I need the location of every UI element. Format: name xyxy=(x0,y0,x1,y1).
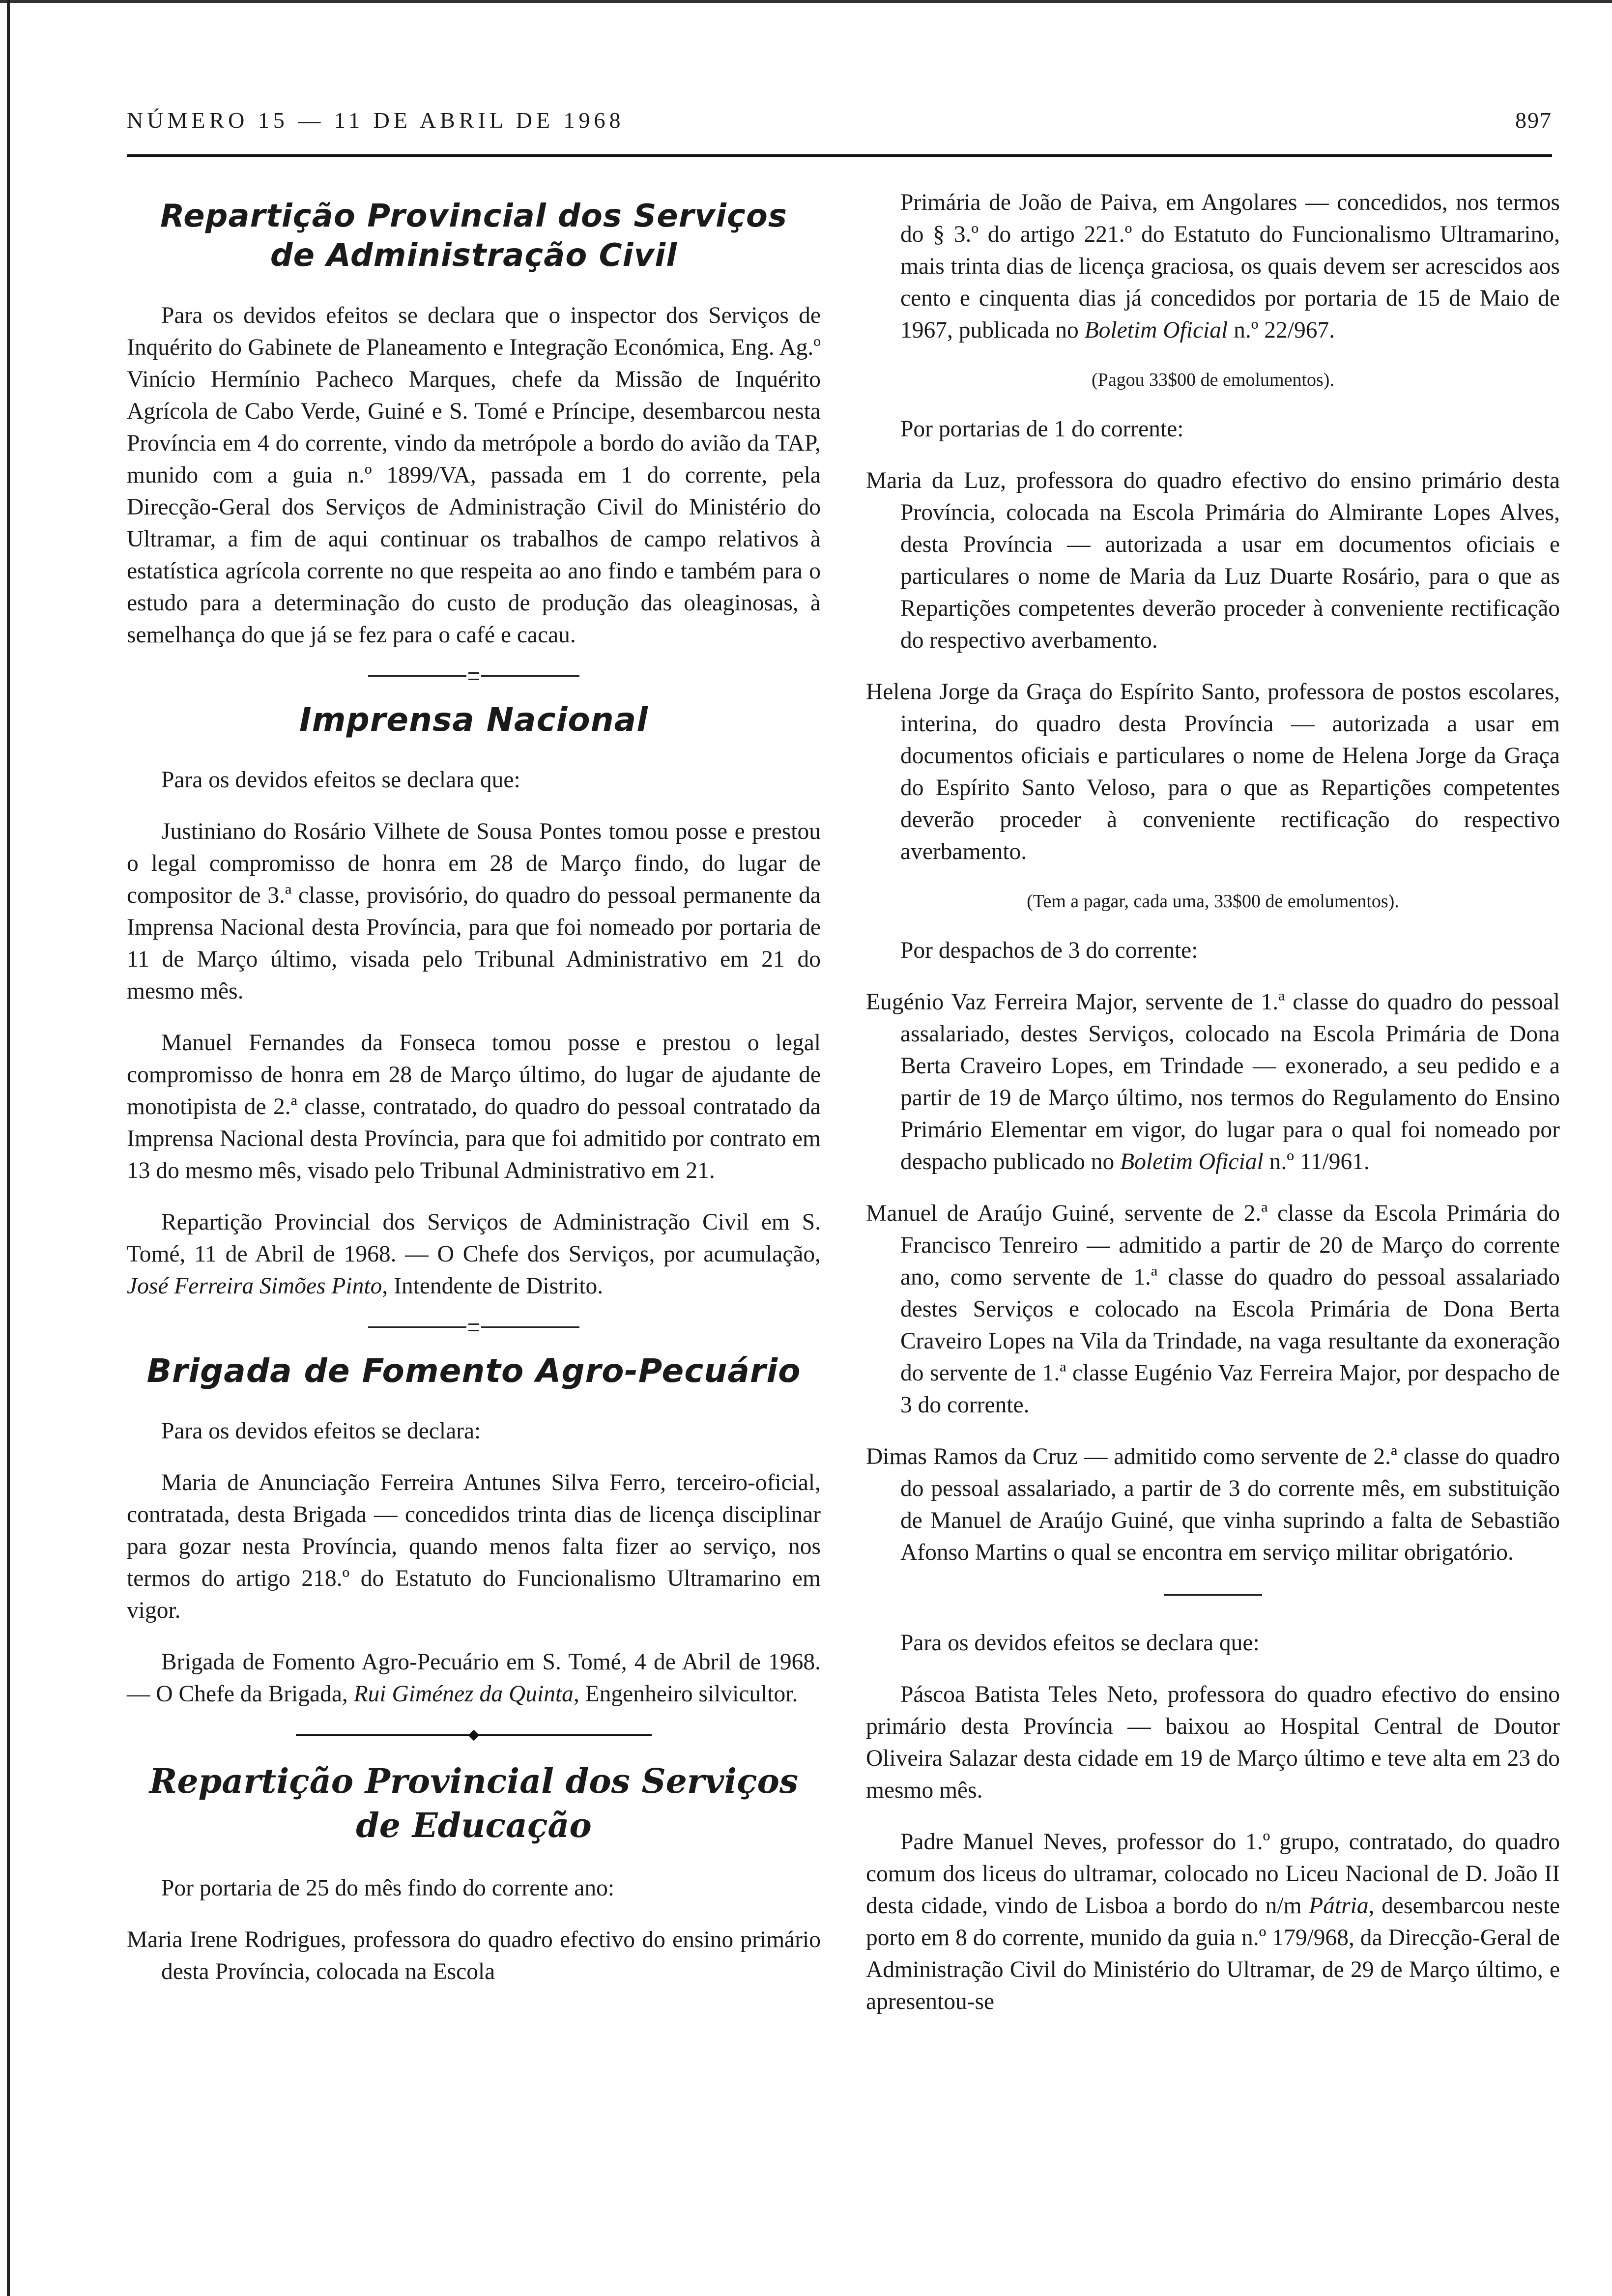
paragraph: Maria Irene Rodrigues, professora do quadro efectivo do ensino primário desta Província, colocada na Escola xyxy=(127,1927,821,1984)
page-number: 897 xyxy=(1515,108,1552,133)
section-title-imprensa-nacional: Imprensa Nacional xyxy=(299,701,648,739)
header-rule xyxy=(127,154,1552,157)
intro-line: Para os devidos efeitos se declara que: xyxy=(161,767,520,793)
paragraph: Para os devidos efeitos se declara que o inspector dos Serviços de Inquérito do Gabinete de Planeamento e Integração Económica, Eng. Ag.º Vinício Hermínio Pacheco Marques, chefe da Missão de Inquérito Agrícola de Cabo Verde, Guiné e S. Tomé e Príncipe, desembarcou nesta Província em 4 do corrente, vindo da metrópole a bordo do avião da TAP, munido com a guia n.º 1899/VA, passada em 1 do corrente, pela Direcção-Geral dos Serviços de Administração Civil do Ministério do Ultramar, a fim de aqui continuar os trabalhos de campo relativos à estatística agrícola corrente no que respeita ao ano findo e também para o estudo para a determinação do custo de produção das oleaginosas, à semelhança do que já se fez para o café e cacau. xyxy=(127,303,821,648)
section-title-brigada-fomento: Brigada de Fomento Agro-Pecuário xyxy=(146,1352,801,1390)
paragraph: Eugénio Vaz Ferreira Major, servente de 1.ª classe do quadro do pessoal assalariado, destes Serviços, colocado na Escola Primária de Dona Berta Craveiro Lopes, em Trindade — exonerado, a seu pedido e a partir de 19 de Março último, nos termos do Regulamento do Ensino Primário Elementar em vigor, do lugar para o qual foi nomeado por despacho publicado no Boletim Oficial n.º 11/961. xyxy=(866,989,1560,1175)
paragraph: Maria da Luz, professora do quadro efectivo do ensino primário desta Província, colocada na Escola Primária do Almirante Lopes Alves, desta Província — autorizada a usar em documentos oficiais e particulares o nome de Maria da Luz Duarte Rosário, para o que as Repartições competentes deverão proceder à conveniente rectificação do respectivo averbamento. xyxy=(866,468,1560,653)
intro-line: Por portarias de 1 do corrente: xyxy=(900,416,1184,442)
running-head xyxy=(127,107,1562,142)
paragraph: Páscoa Batista Teles Neto, professora do quadro efectivo do ensino primário desta Província — baixou ao Hospital Central de Doutor Oliveira Salazar desta cidade em 19 de Março último e teve alta em 23 do mesmo mês. xyxy=(866,1682,1560,1803)
paragraph: Maria de Anunciação Ferreira Antunes Silva Ferro, terceiro-oficial, contratada, desta Brigada — concedidos trinta dias de licença disciplinar para gozar nesta Província, quando menos falta fizer ao serviço, nos termos do artigo 218.º do Estatuto do Funcionalismo Ultramarino em vigor. xyxy=(127,1470,821,1623)
paragraph: Justiniano do Rosário Vilhete de Sousa Pontes tomou posse e prestou o legal compromisso de honra em 28 de Março findo, do lugar de compositor de 3.ª classe, provisório, do quadro do pessoal permanente da Imprensa Nacional desta Província, para que foi nomeado por portaria de 11 de Março último, visada pelo Tribunal Administrativo em 21 do mesmo mês. xyxy=(127,819,821,1004)
page-top-edge xyxy=(0,0,1612,3)
separator xyxy=(127,671,821,681)
paragraph: Manuel Fernandes da Fonseca tomou posse e prestou o legal compromisso de honra em 28 de Março último, do lugar de ajudante de monotipista de 2.ª classe, contratado, do quadro do pessoal contratado da Imprensa Nacional desta Província, para que foi admitido por contrato em 13 do mesmo mês, visado pelo Tribunal Administrativo em 21. xyxy=(127,1030,821,1183)
paragraph: Padre Manuel Neves, professor do 1.º grupo, contratado, do quadro comum dos liceus do ultramar, colocado no Liceu Nacional de D. João II desta cidade, vindo de Lisboa a bordo do n/m Pátria, desembarcou neste porto em 8 do corrente, munido da guia n.º 179/968, da Direcção-Geral de Administração Civil do Ministério do Ultramar, de 29 de Março último, e apresentou-se xyxy=(866,1829,1560,2014)
left-column xyxy=(127,187,821,2008)
signature-block: Brigada de Fomento Agro-Pecuário em S. Tomé, 4 de Abril de 1968. — O Chefe da Brigada, Rui Giménez da Quinta, Engenheiro silvicultor. xyxy=(127,1649,821,1707)
separator xyxy=(127,1322,821,1332)
intro-line: Para os devidos efeitos se declara que: xyxy=(900,1630,1260,1656)
signatory-name: Rui Giménez da Quinta xyxy=(353,1681,574,1707)
fee-note: (Pagou 33$00 de emolumentos). xyxy=(1092,370,1334,390)
page-left-edge xyxy=(7,0,10,2296)
section-title-administracao-civil: Repartição Provincial dos Serviços de Administração Civil xyxy=(160,198,787,274)
paragraph: Dimas Ramos da Cruz — admitido como servente de 2.ª classe do quadro do pessoal assalariado, a partir de 3 do corrente mês, em substituição de Manuel de Araújo Guiné, que vinha suprindo a falta de Sebastião Afonso Martins o qual se encontra em serviço militar obrigatório. xyxy=(866,1444,1560,1565)
intro-line: Por despachos de 3 do corrente: xyxy=(900,938,1198,963)
signatory-name: José Ferreira Simões Pinto xyxy=(127,1273,382,1299)
intro-line: Por portaria de 25 do mês findo do corrente ano: xyxy=(161,1875,615,1901)
paragraph-continued: Primária de João de Paiva, em Angolares — concedidos, nos termos do § 3.º do artigo 221.º do Estatuto do Funcionalismo Ultramarino, mais trinta dias de licença graciosa, os quais devem ser acrescidos aos cento e cinquenta dias já concedidos por portaria de 15 de Maio de 1967, publicada no Boletim Oficial n.º 22/967. xyxy=(900,190,1560,343)
intro-line: Para os devidos efeitos se declara: xyxy=(161,1418,481,1444)
paragraph: Manuel de Araújo Guiné, servente de 2.ª classe da Escola Primária do Francisco Tenreiro — admitido a partir de 20 de Março do corrente ano, como servente de 1.ª classe do quadro do pessoal assalariado destes Serviços e colocado na Escola Primária de Dona Berta Craveiro Lopes na Vila da Trindade, na vaga resultante da exoneração do servente de 1.ª classe Eugénio Vaz Ferreira Major, por despacho de 3 do corrente. xyxy=(866,1201,1560,1418)
fee-note: (Tem a pagar, cada uma, 33$00 de emolumentos). xyxy=(1027,891,1399,912)
signature-block: Repartição Provincial dos Serviços de Administração Civil em S. Tomé, 11 de Abril de 1968. — O Chefe dos Serviços, por acumulação, José Ferreira Simões Pinto, Intendente de Distrito. xyxy=(127,1209,821,1299)
right-column xyxy=(866,187,1560,2038)
separator-diamond xyxy=(127,1730,821,1740)
issue-line: NÚMERO 15 — 11 DE ABRIL DE 1968 xyxy=(127,108,625,133)
section-title-educacao: Repartição Provincial dos Serviços de Educação xyxy=(149,1762,799,1845)
separator xyxy=(866,1588,1560,1598)
paragraph: Helena Jorge da Graça do Espírito Santo, professora de postos escolares, interina, do quadro desta Província — autorizada a usar em documentos oficiais e particulares o nome de Helena Jorge da Graça do Espírito Santo Veloso, para o que as Repartições competentes deverão proceder à conveniente rectificação do respectivo averbamento. xyxy=(866,679,1560,864)
